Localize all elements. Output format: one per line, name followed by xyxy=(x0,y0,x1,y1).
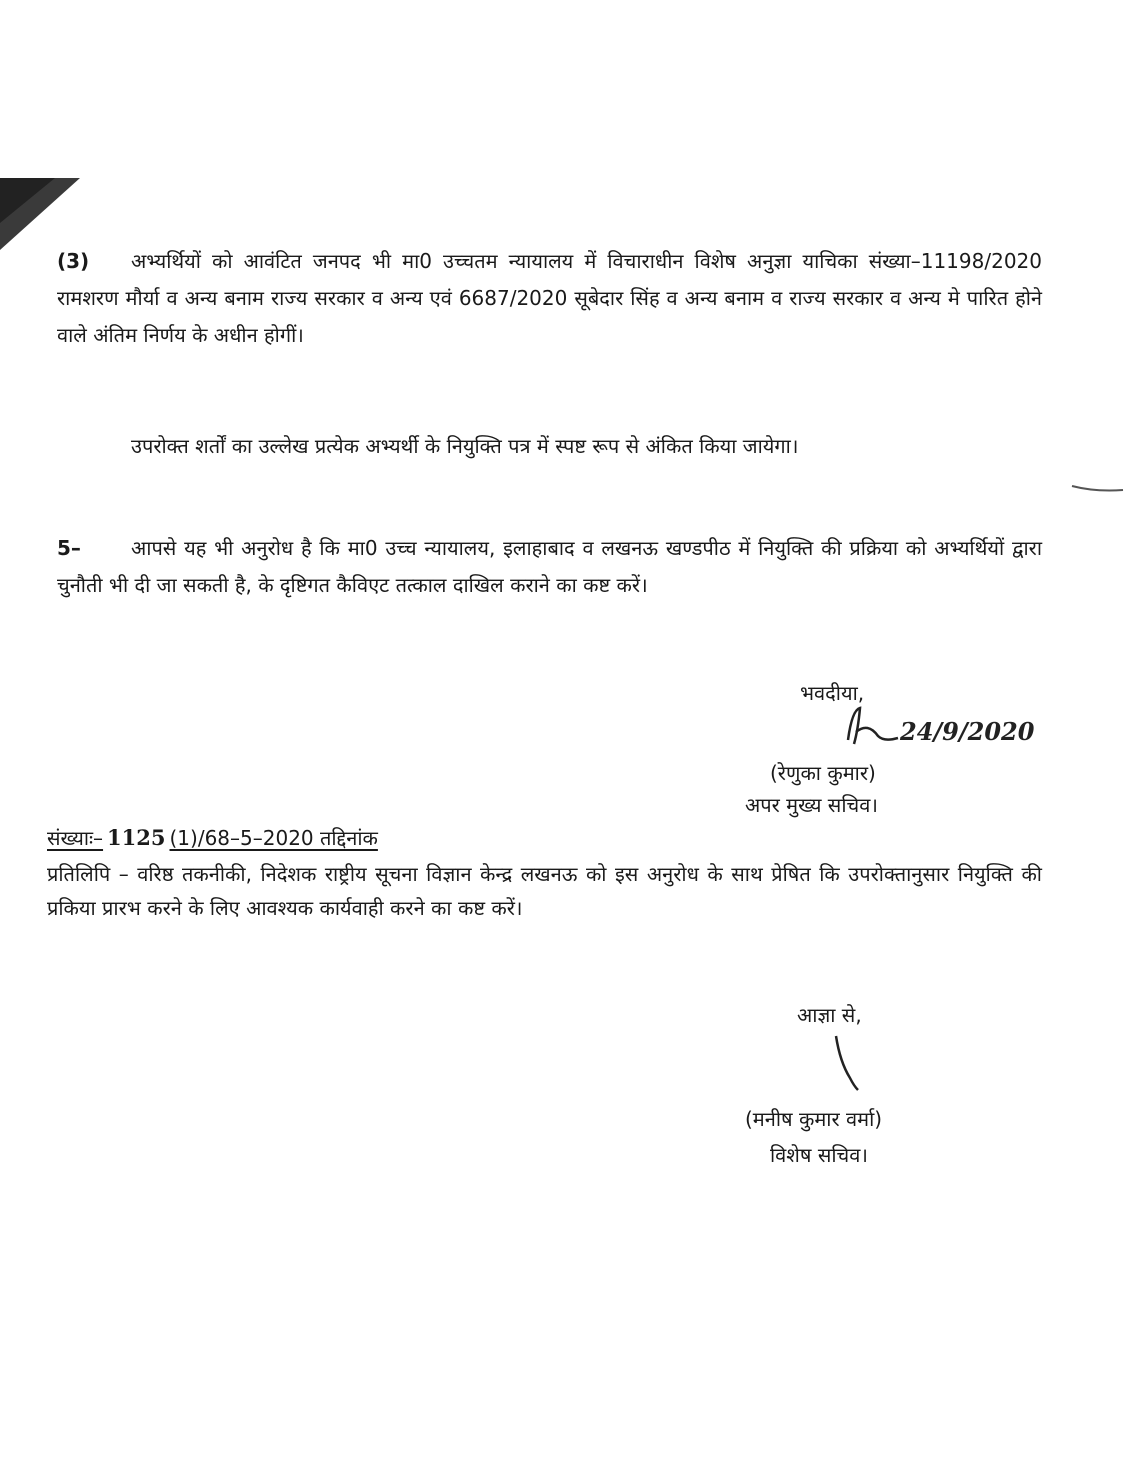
reference-label: संख्याः– xyxy=(47,826,104,850)
signature-2-designation: विशेष सचिव। xyxy=(770,1143,868,1167)
signature-1-handwritten xyxy=(838,702,1058,754)
paragraph-3 xyxy=(57,243,1042,354)
reference-suffix: (1)/68–5–2020 तद्दिनांक xyxy=(169,826,378,850)
paragraph-5 xyxy=(57,530,1042,604)
signature-2-handwritten xyxy=(828,1032,868,1094)
reference-handwritten-number: 1125 xyxy=(107,825,166,850)
reference-number-line xyxy=(47,823,378,853)
paragraph-3-number: (3) xyxy=(57,249,90,273)
signature-2-closing: आज्ञा से, xyxy=(797,1003,862,1027)
paragraph-5-number: 5– xyxy=(57,536,81,560)
signature-1-name: (रेणुका कुमार) xyxy=(770,761,876,785)
scan-margin-mark xyxy=(1070,480,1125,496)
signature-2-name: (मनीष कुमार वर्मा) xyxy=(745,1107,883,1131)
signature-1-designation: अपर मुख्य सचिव। xyxy=(745,793,878,817)
conditions-paragraph: उपरोक्त शर्तों का उल्लेख प्रत्येक अभ्यर्थी के नियुक्ति पत्र में स्पष्ट रूप से अंकित किया जायेगा। xyxy=(131,434,799,458)
signature-1-closing: भवदीया, xyxy=(800,681,865,705)
paragraph-5-text: आपसे यह भी अनुरोध है कि मा0 उच्च न्यायालय, इलाहाबाद व लखनऊ खण्डपीठ में नियुक्ति की प्रक्रिया को अभ्यर्थियों द्वारा चुनौती भी दी जा सकती है, के दृष्टिगत कैविएट तत्काल दाखिल कराने का कष्ट करें। xyxy=(57,536,1042,597)
copy-paragraph: प्रतिलिपि – वरिष्ठ तकनीकी, निदेशक राष्ट्रीय सूचना विज्ञान केन्द्र लखनऊ को इस अनुरोध के साथ प्रेषित कि उपरोक्तानुसार नियुक्ति की प्रकिया प्रारभ करने के लिए आवश्यक कार्यवाही करने का कष्ट करें। xyxy=(47,862,1042,920)
signature-1-date: 24/9/2020 xyxy=(900,717,1035,746)
scan-corner-shadow xyxy=(0,178,80,250)
paragraph-3-text: अभ्यर्थियों को आवंटित जनपद भी मा0 उच्चतम न्यायालय में विचाराधीन विशेष अनुज्ञा याचिका संख्या–11198/2020 रामशरण मौर्या व अन्य बनाम राज्य सरकार व अन्य एवं 6687/2020 सूबेदार सिंह व अन्य बनाम व राज्य सरकार व अन्य मे पारित होने वाले अंतिम निर्णय के अधीन होगीं। xyxy=(57,249,1042,347)
